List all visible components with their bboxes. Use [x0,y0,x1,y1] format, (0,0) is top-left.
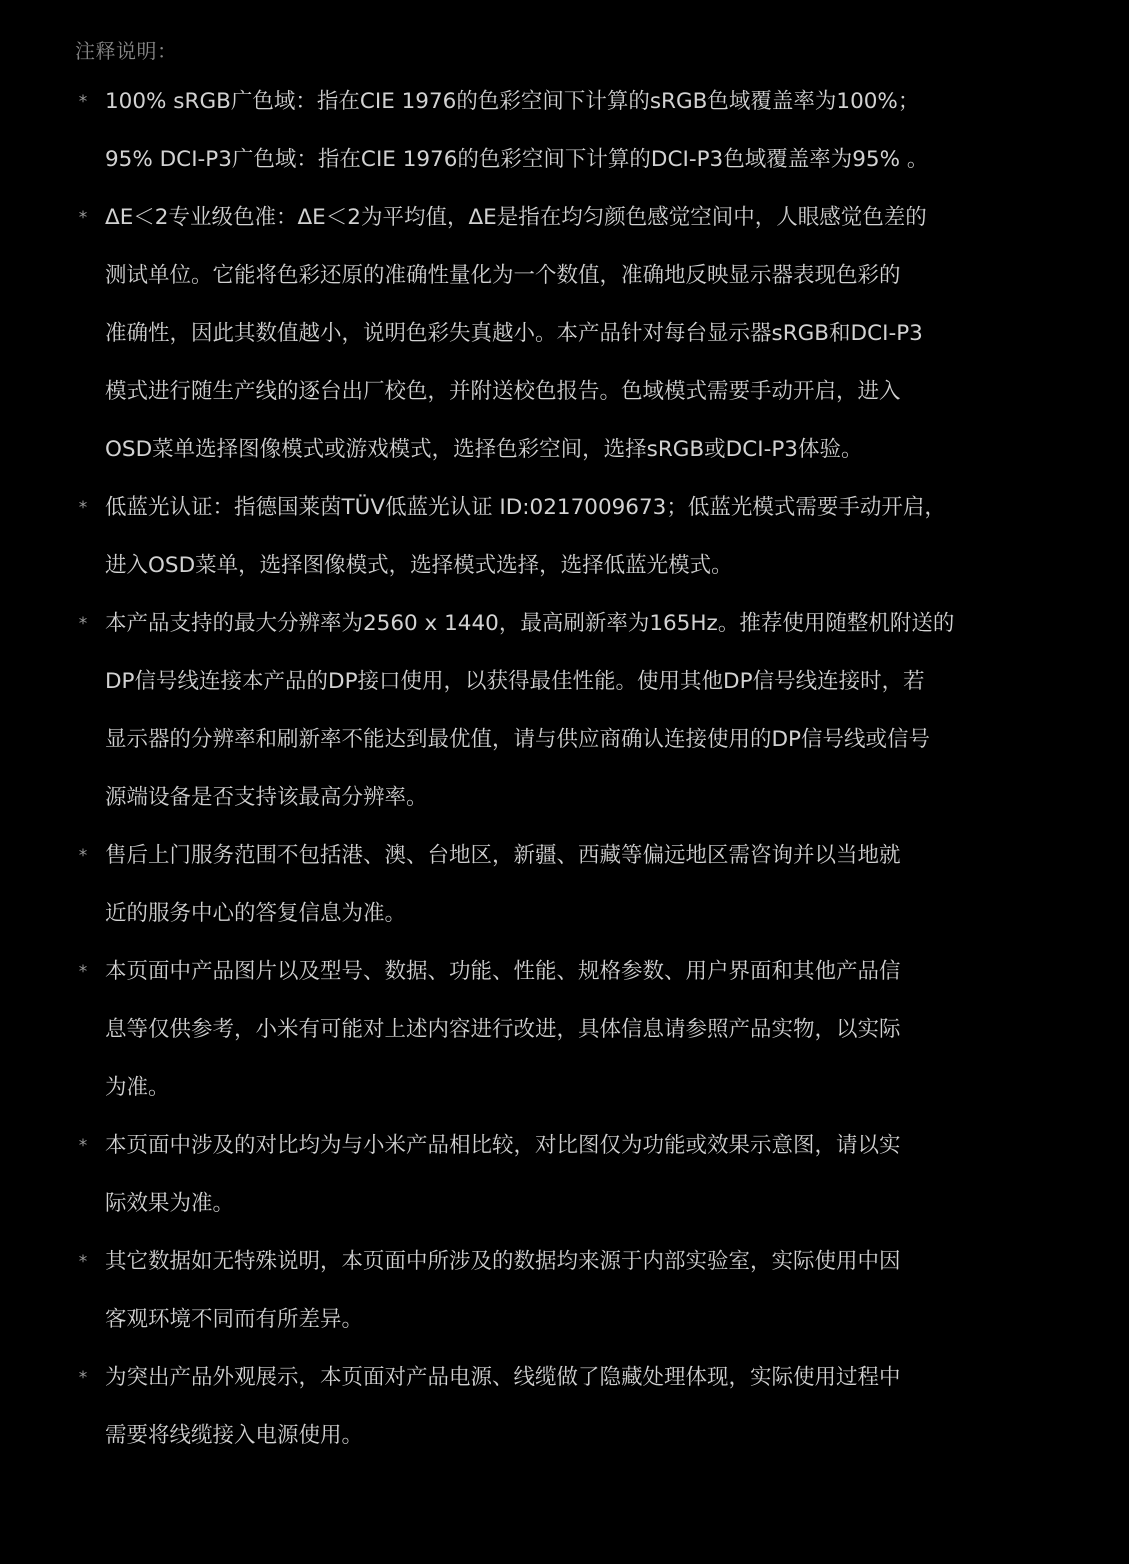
bullet-icon: * [78,1252,88,1272]
bullet-icon: * [78,208,88,228]
note-line: 为突出产品外观展示，本页面对产品电源、线缆做了隐藏处理体现，实际使用过程中 [105,1365,901,1390]
note-line: 低蓝光认证：指德国莱茵TÜV低蓝光认证 ID:0217009673；低蓝光模式需要手动开启， [105,495,946,520]
note-item [0,1233,1129,1349]
note-line: 本页面中产品图片以及型号、数据、功能、性能、规格参数、用户界面和其他产品信 [105,959,901,984]
note-line: 其它数据如无特殊说明，本页面中所涉及的数据均来源于内部实验室，实际使用中因 [105,1249,901,1274]
note-line: 进入OSD菜单，选择图像模式，选择模式选择，选择低蓝光模式。 [105,553,733,578]
bullet-icon: * [78,1368,88,1388]
note-line: ΔE＜2专业级色准：ΔE＜2为平均值，ΔE是指在均匀颜色感觉空间中，人眼感觉色差的 [105,205,927,230]
bullet-icon: * [78,498,88,518]
note-line: 准确性，因此其数值越小，说明色彩失真越小。本产品针对每台显示器sRGB和DCI-P3 [105,321,923,346]
note-item [0,73,1129,189]
note-line: 95% DCI-P3广色域：指在CIE 1976的色彩空间下计算的DCI-P3色域覆盖率为95% 。 [105,147,929,172]
note-item [0,479,1129,595]
bullet-icon: * [78,92,88,112]
note-item [0,595,1129,827]
note-item [0,1349,1129,1465]
note-line: OSD菜单选择图像模式或游戏模式，选择色彩空间，选择sRGB或DCI-P3体验。 [105,437,863,462]
note-line: DP信号线连接本产品的DP接口使用，以获得最佳性能。使用其他DP信号线连接时，若 [105,669,925,694]
note-line: 近的服务中心的答复信息为准。 [105,901,407,926]
note-line: 测试单位。它能将色彩还原的准确性量化为一个数值，准确地反映显示器表现色彩的 [105,263,901,288]
note-line: 客观环境不同而有所差异。 [105,1307,364,1332]
note-line: 际效果为准。 [105,1191,235,1216]
note-line: 本页面中涉及的对比均为与小米产品相比较，对比图仅为功能或效果示意图，请以实 [105,1133,901,1158]
note-item [0,189,1129,479]
note-line: 源端设备是否支持该最高分辨率。 [105,785,428,810]
note-line: 售后上门服务范围不包括港、澳、台地区，新疆、西藏等偏远地区需咨询并以当地就 [105,843,901,868]
note-item [0,827,1129,943]
note-line: 本产品支持的最大分辨率为2560 x 1440，最高刷新率为165Hz。推荐使用随整机附送的 [105,611,955,636]
bullet-icon: * [78,614,88,634]
note-line: 100% sRGB广色域：指在CIE 1976的色彩空间下计算的sRGB色域覆盖率为100%； [105,89,920,114]
note-line: 为准。 [105,1075,170,1100]
note-line: 显示器的分辨率和刷新率不能达到最优值，请与供应商确认连接使用的DP信号线或信号 [105,727,931,752]
bullet-icon: * [78,846,88,866]
note-item [0,943,1129,1117]
note-line: 模式进行随生产线的逐台出厂校色，并附送校色报告。色域模式需要手动开启，进入 [105,379,901,404]
bullet-icon: * [78,1136,88,1156]
bullet-icon: * [78,962,88,982]
notes-heading: 注释说明： [75,39,178,63]
notes-list [0,73,1129,1465]
note-item [0,1117,1129,1233]
note-line: 需要将线缆接入电源使用。 [105,1423,364,1448]
note-line: 息等仅供参考，小米有可能对上述内容进行改进，具体信息请参照产品实物，以实际 [105,1017,901,1042]
